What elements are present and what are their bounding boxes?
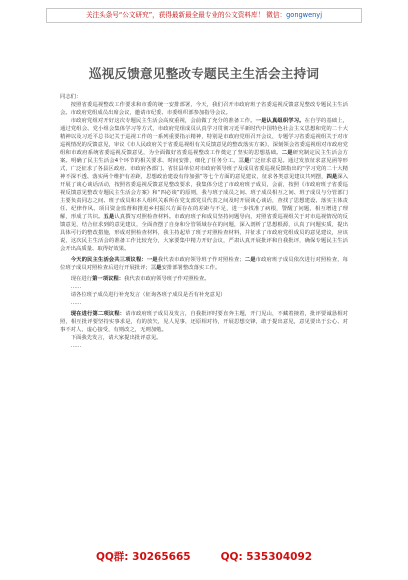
paragraph-item-1-invite: 请各位班子成员进行补充发言（征询各班子成员是否有补充意见）	[70, 292, 226, 298]
paragraph-agenda	[60, 256, 348, 272]
text: 在自学的基础上，通过党组会、党小组会集体学习等方式，市政府党组成员认真学习贯彻习近平新时代中国特色社会主义思想和党的二十大精神以及习近平总书记关于巡视工作的一系列重要指示精神，特别是市政府党组召开会议，专题学习省委巡视组关于对市巡视情况的反馈意见，审议《市人民政府关于省委巡视组有关反馈意见的整改落实方案》，深刻领会省委巡视组对市政府党组和市政府系统省委巡视反馈意见，为全面做好省委巡视整改工作奠定了坚实的思想基础。	[60, 118, 349, 156]
document-body	[60, 93, 348, 350]
agenda-2: 市政府班子成员依次进行对照检查，每位班子成员对照检查后进行开展批评；	[60, 257, 349, 271]
ellipsis: ……	[70, 300, 82, 306]
text: 认真撰写对照检查材料。市政府班子和成员坚持问题导向，对照省委巡视组关于对市巡视情况的反馈意见，结合征求到的意见建议，全面查摆了自身和分管领域存在的问题，深入剖析了思想根源，认真了问题实质，提出具体可行的整改措施，形成对照检查材料，我主持起草了班子对照检查材料，并征求了市政府党组成员的意见建议，应该说，这次民主生活会的准备工作比较充分，大家要集中精力开好会议，严肃认真开展批评和自我批评，确保专题民主生活会开出高质量、取得好效果。	[60, 214, 349, 252]
paragraph-item-2-next: 下面我先发言，请大家提出批评意见。	[70, 335, 162, 341]
agenda-1: 我代表市政府领导班子作对照检查；	[157, 257, 245, 263]
text: 市政府党组对开好这次专题民主生活会高度重视，会前做了充分的准备工作。	[70, 118, 256, 124]
qq-number: QQ: 535304092	[220, 551, 313, 563]
point-1-heading: 一是认真组织学习。	[255, 118, 305, 124]
ellipsis: ……	[70, 343, 82, 349]
banner-text: 关注头条号“公文研究”，获得最新最全最专业的公文资料库！ 微信：	[85, 11, 287, 19]
item-2-heading: 第二项议程：	[92, 311, 126, 317]
agenda-2-label: 二是	[244, 257, 256, 263]
paragraph-item-1	[60, 275, 348, 283]
contact-footer	[0, 549, 408, 564]
salutation: 同志们：	[60, 94, 82, 100]
text: 研究制定民主生活会方案。明确了民主生活会4个环节的相关要求、时间安排，细化了任务分工。	[60, 150, 349, 164]
point-4-heading: 四是	[326, 174, 338, 180]
item-1-heading: 第一项议程：	[92, 276, 125, 282]
text: 广泛征求意见。通过发放征求意见函等形式，广泛征求了各县区政府、市政府各部门、省驻县单位对市政府领导班子及成员省委巡视反馈指出的“学习党的二十大精神不深不透、落实两个维护有差距，思想政治建设有待加强”等七个方面的意见建议，征求各类意见建议共列摆，	[60, 158, 349, 180]
text: 现在进行	[70, 276, 93, 282]
agenda-3: 安排部署整改落实工作。	[161, 265, 221, 271]
ellipsis: ……	[70, 284, 82, 290]
item-2-lead: 现在进行	[70, 311, 93, 317]
point-3-heading: 三是	[238, 158, 250, 164]
agenda-3-label: 三是	[150, 265, 162, 271]
paragraph-intro: 按照省委巡视整改工作要求和市委的统一安排部署，今天，我们召开市政府班子省委巡视反馈意见整改专题民主生活会。市政府党组成员出席会议，邀请市纪委、市委组织部参加指导会议。	[60, 102, 348, 116]
paragraph-item-2	[60, 310, 348, 334]
document-title: 巡视反馈意见整改专题民主生活会主持词	[88, 66, 320, 81]
qq-group: QQ群: 30265665	[95, 551, 191, 563]
agenda-heading: 今天的民主生活会共三项议程：	[70, 257, 147, 263]
wechat-id: gongwenyj	[286, 11, 323, 19]
promo-banner	[46, 8, 362, 23]
text: 深入开展了谈心谈话活动，按照省委巡视反馈意见整改要求，我集体分送了市政府班子成员，会前，按照《市政府班子省委巡视反馈意见整改专题民主生活会方案》和“四必谈”的原则，我与班子成员之间、班子成员相互之间、班子成员与分管部门主要负责同志之间、班子成员和本人组织关系所在党支部党员代表之间及时开展谈心谈话，查找了思想建设、落实主体责任、纪律作风、项目资金监督和推进乡村振兴方面存在的差距与不足，进一步找准了病根，警醒了问题，相互增进了理解，形成了共识。	[60, 174, 349, 220]
paragraph-preparation	[60, 117, 348, 253]
point-5-heading: 五是	[103, 214, 115, 220]
point-2-heading: 二是	[281, 150, 293, 156]
text: 请市政府班子成员及发言，自我批评时要直奔主题，开门见山，不藏着掖着，批评要诚恳相对照，相互批评要坚持实事求是，有的放矢，见人见事，还原相对待，开展思想交锋，敢于提出意见，意见要出于公心、对事不对人，虚心接受，有则改之，无则加勉。	[60, 311, 349, 333]
text: 我代表市政府领导班子作对照检查。	[124, 276, 210, 282]
agenda-1-label: 一是	[146, 257, 158, 263]
